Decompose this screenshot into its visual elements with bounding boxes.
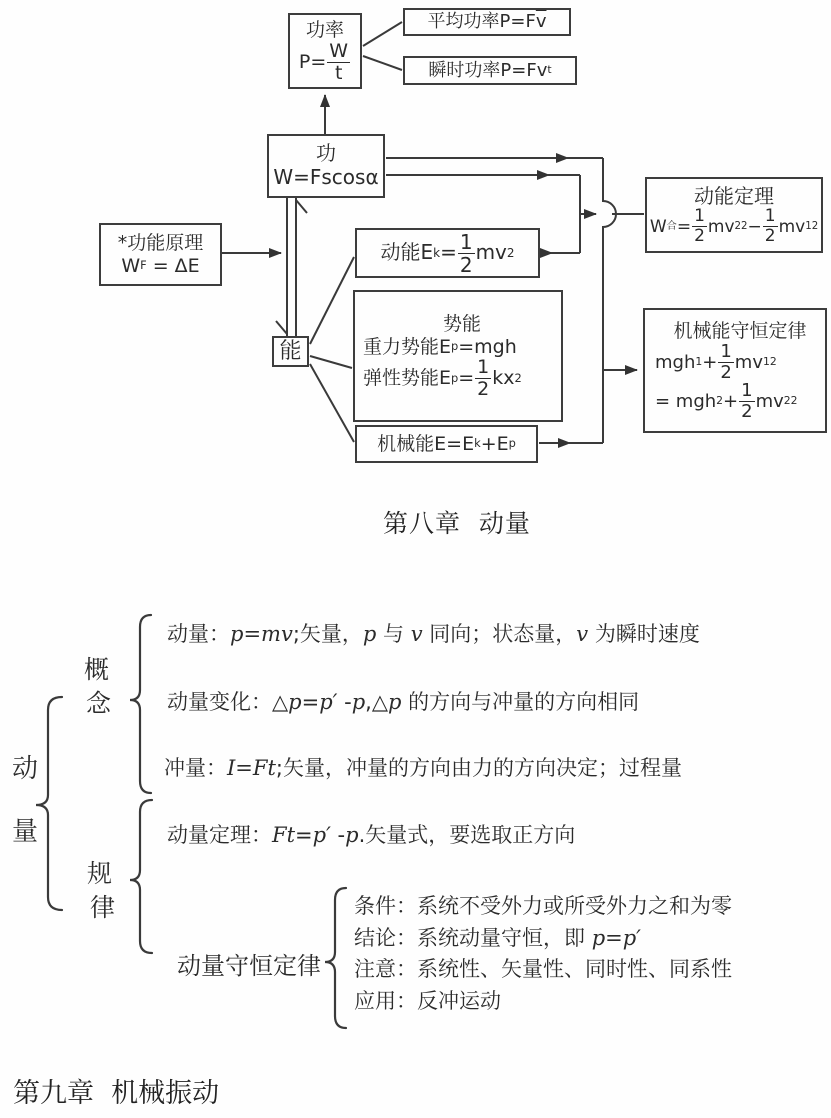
chapter-8-title: 第八章 动量 [383, 509, 531, 538]
conservation-law-box [643, 308, 827, 433]
ke-theorem-formula: W 合 = $\frac{1}{2}$ mv 2 2 − $\frac{1}{2}$ mv 1 2 [649, 206, 819, 247]
energy-node-box [272, 336, 309, 367]
ke-theorem-title: 动能定理 [694, 183, 774, 208]
chapter-9-title: 第九章 机械振动 [13, 1078, 220, 1109]
law-char-1: 规 [87, 859, 113, 888]
principle-title: *功能原理 [117, 232, 204, 255]
inst-power-formula: 瞬时功率P=Fv t [428, 59, 552, 81]
elastic-potential-formula: 弹性势能E p = $\frac{1}{2}$ kx 2 [363, 355, 522, 400]
avg-power-formula: 平均功率P=F $\overline{v}$ [427, 11, 547, 33]
momentum-root-char-2: 量 [12, 817, 39, 847]
concept-brace [130, 615, 151, 793]
power-box [288, 13, 362, 89]
power-formula: P= $\frac{W}{t}$ [298, 39, 349, 84]
line-energy-potential [310, 356, 352, 368]
mechanical-formula: 机械能E=E k +E p [377, 432, 516, 455]
tick-up [296, 200, 307, 213]
energy-node-label: 能 [279, 338, 302, 364]
potential-title: 势能 [442, 313, 481, 336]
conservation-title: 机械能守恒定律 [673, 320, 807, 343]
conservation-formula-2: = mgh 2 + $\frac{1}{2}$ mv 2 2 [655, 379, 798, 422]
conservation-note-line: 注意：系统性、矢量性、同时性、同系性 [354, 957, 732, 981]
mechanical-energy-box [355, 425, 538, 463]
line-power-inst [363, 56, 402, 70]
line-power-avg [363, 22, 402, 46]
rail-conservation-with-hop [603, 158, 616, 443]
work-formula: W=Fscosα [273, 165, 379, 189]
momentum-change-line: 动量变化：△p=p′ -p,△p 的方向与冲量的方向相同 [167, 690, 640, 714]
line-energy-kinetic [310, 257, 354, 344]
conservation-formula-1: mgh 1 + $\frac{1}{2}$ mv 1 2 [655, 340, 777, 383]
tick-down [276, 321, 287, 334]
law-char-2: 律 [90, 893, 116, 922]
work-title: 功 [316, 141, 336, 166]
power-title: 功率 [305, 19, 344, 42]
law-brace [130, 800, 152, 953]
impulse-line: 冲量：I=Ft;矢量，冲量的方向由力的方向决定；过程量 [164, 756, 682, 780]
momentum-root-char-1: 动 [12, 754, 39, 784]
conservation-condition-line: 条件：系统不受外力或所受外力之和为零 [354, 894, 732, 918]
momentum-brace [36, 697, 62, 910]
conservation-conclusion-line: 结论：系统动量守恒，即 p=p′ [354, 926, 641, 950]
kinetic-theorem-box [645, 177, 823, 253]
principle-formula: W F = ΔE [121, 254, 200, 277]
inst-power-box [403, 56, 577, 85]
kinetic-energy-box [355, 228, 540, 278]
kinetic-formula: 动能E k = $\frac{1}{2}$ mv 2 [380, 229, 515, 277]
momentum-theorem-line: 动量定理：Ft=p′ -p.矢量式，要选取正方向 [167, 823, 576, 847]
work-box [267, 134, 385, 198]
avg-power-box [403, 8, 571, 36]
work-energy-principle-box [99, 223, 222, 286]
momentum-definition-line: 动量：p=mv;矢量，p 与 v 同向；状态量，v 为瞬时速度 [167, 622, 700, 646]
concept-char-1: 概 [84, 655, 110, 684]
conservation-application-line: 应用：反冲运动 [354, 989, 501, 1013]
concept-char-2: 念 [86, 689, 112, 718]
line-energy-mechanical [310, 364, 354, 442]
potential-energy-box [353, 290, 563, 422]
gravity-potential-formula: 重力势能E p =mgh [363, 335, 517, 358]
momentum-conservation-brace [325, 888, 346, 1028]
momentum-conservation-label: 动量守恒定律 [177, 952, 321, 980]
